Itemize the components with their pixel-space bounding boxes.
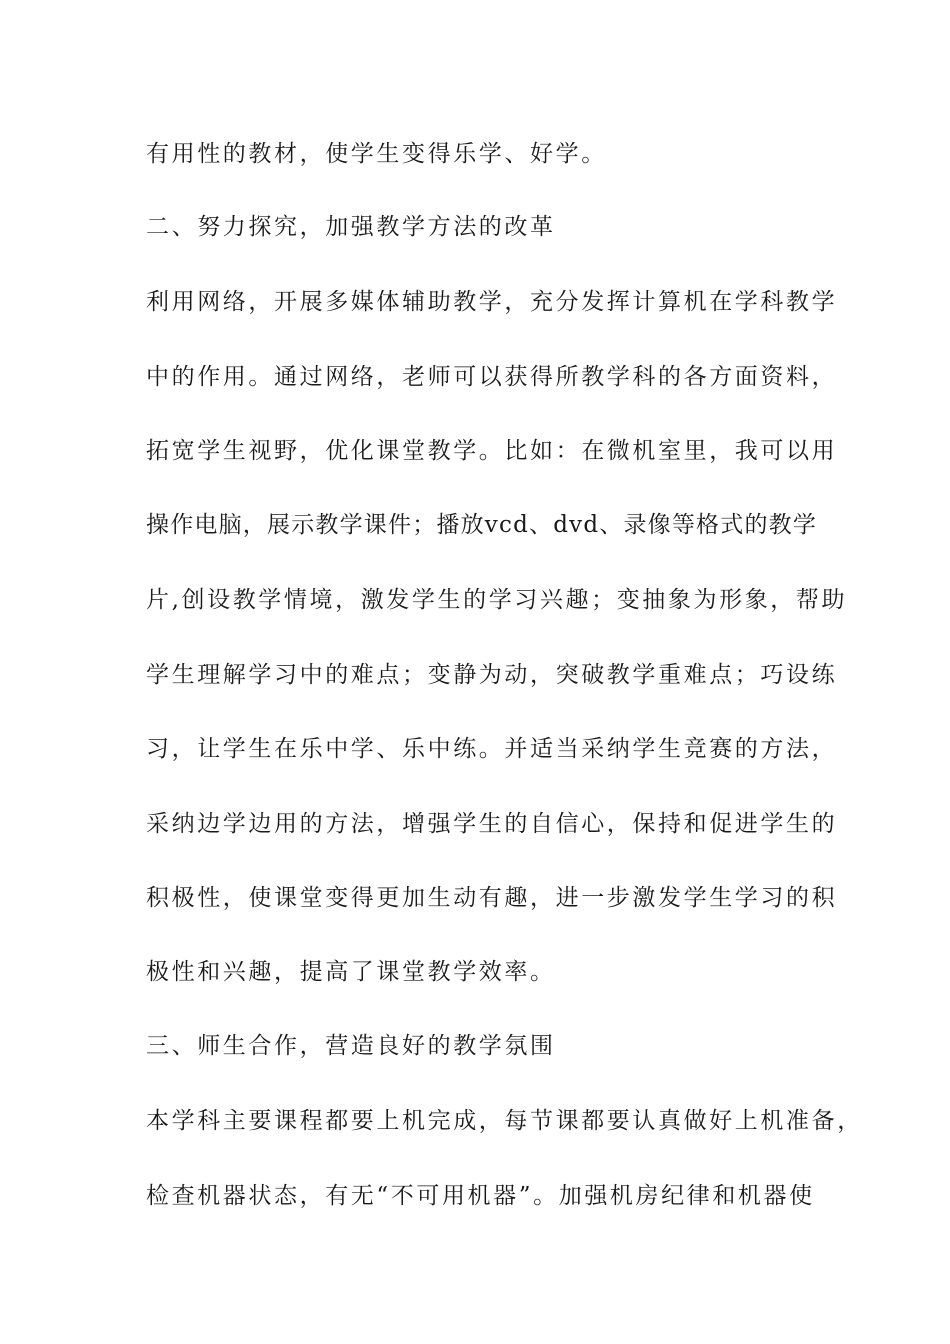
paragraph-line: 检查机器状态，有无“不可用机器”。加强机房纪律和机器使 xyxy=(146,1183,815,1209)
paragraph-line: 有用性的教材，使学生变得乐学、好学。 xyxy=(146,141,607,167)
paragraph-line: 学生理解学习中的难点；变静为动，突破教学重难点；巧设练 xyxy=(146,662,838,688)
paragraph-line: 拓宽学生视野，优化课堂教学。比如：在微机室里，我可以用 xyxy=(146,438,838,464)
paragraph-line: 片,创设教学情境，激发学生的学习兴趣；变抽象为形象，帮助 xyxy=(146,587,848,613)
section-heading: 二、努力探究，加强教学方法的改革 xyxy=(146,214,556,240)
section-heading: 三、师生合作，营造良好的教学氛围 xyxy=(146,1033,556,1059)
paragraph-line: 极性和兴趣，提高了课堂教学效率。 xyxy=(146,959,556,985)
paragraph-line: 操作电脑，展示教学课件；播放vcd、dvd、录像等格式的教学 xyxy=(146,512,818,538)
paragraph-line: 中的作用。通过网络，老师可以获得所教学科的各方面资料， xyxy=(146,364,838,390)
paragraph-line: 积极性，使课堂变得更加生动有趣，进一步激发学生学习的积 xyxy=(146,885,838,911)
paragraph-line: 采纳边学边用的方法，增强学生的自信心，保持和促进学生的 xyxy=(146,811,838,837)
paragraph-line: 利用网络，开展多媒体辅助教学，充分发挥计算机在学科教学 xyxy=(146,289,838,315)
paragraph-line: 本学科主要课程都要上机完成，每节课都要认真做好上机准备， xyxy=(146,1108,863,1134)
paragraph-line: 习，让学生在乐中学、乐中练。并适当采纳学生竞赛的方法， xyxy=(146,736,838,762)
